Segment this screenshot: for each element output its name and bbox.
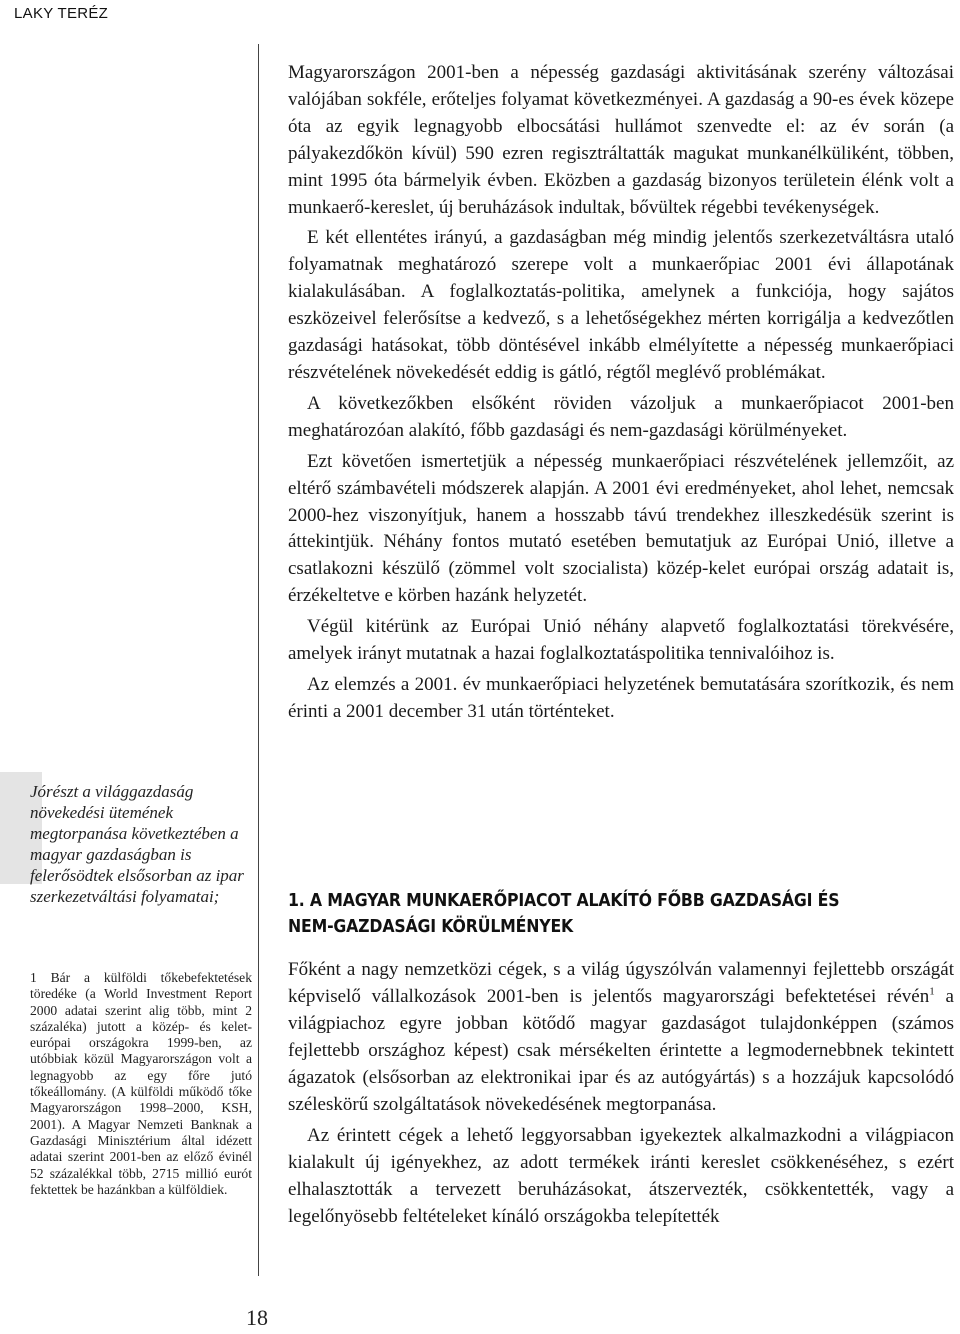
paragraph: Az érintett cégek a lehető leggyorsabban igyekeztek alkalmazkodni a világpiacon kialakult új igényekhez, az adott termékek iránti kereslet csökkenéséhez, s ezért elhalasztották a tervezett beruházásokat, átszervezték, csökkentették, vagy a legelőnyösebb feltételeket kínáló országokba telepítették — [288, 1125, 954, 1227]
paragraph: Ezt követően ismertetjük a népesség munkaerőpiaci részvételének jellemzőit, az eltérő számbavételi módszerek alapján. A 2001 évi eredményeket, ahol lehet, nemcsak 2000-hez viszonyítjuk, hanem a hosszabb távú trendekhez illeszkedésük szerint is áttekintjük. Néhány fontos mutató esetében bemutatjuk az Európai Unió, illetve a csatlakozni készülő (zömmel volt szocialista) közép-kelet európai ország adatait is, érzékeltetve e körben hazánk helyzetét. — [288, 450, 954, 607]
paragraph-text: Főként a nagy nemzetközi cégek, s a világ úgyszólván valamennyi fejlettebb országát képviselő vállalkozások 2001-ben is jelentős magyarországi befektetései révén — [288, 959, 954, 1007]
section-body — [288, 956, 954, 1234]
running-header-author: LAKY TERÉZ — [14, 5, 109, 22]
main-text-column — [288, 60, 954, 730]
section-heading: 1. A MAGYAR MUNKAERŐPIACOT ALAKÍTÓ FŐBB GAZDASÁGI ÉS NEM-GAZDASÁGI KÖRÜLMÉNYEK — [288, 891, 840, 937]
footnote: 1 Bár a külföldi tőkebefektetések töredéke (a World Investment Report 2000 adatai szerint alig több, mint 2 százaléka) jutott a közép- és kelet-európai országokra 1999-ben, az utóbbiak közül Magyarországon volt a legnagyobb az egy főre jutó tőkeállomány. (A külföldi működő tőke Magyarországon 1998–2000, KSH, 2001). A Magyar Nemzeti Banknak a Gazdasági Minisztérium által idézett adatai szerint 2001-ben az előző évinél 52 százalékkal több, 2715 millió eurót fektettek be hazánkban a külföldiek. — [30, 970, 252, 1197]
column-divider — [258, 44, 259, 1276]
paragraph: E két ellentétes irányú, a gazdaságban még mindig jelentős szerkezetváltásra utaló folyamatnak meghatározó szerepe volt a munkaerőpiac 2001 évi állapotának kialakulásában. A foglalkoztatás-politika, amelynek a funkciója, hogy sajátos eszközeivel felerősítse a kedvező, s a lehetőségekhez mérten korrigálja a kedvezőtlen gazdasági hatásokat, több döntésével inkább elmélyítette a népesség munkaerőpiaci részvételének növekedését eddig is gátló, régtől meglévő problémákat. — [288, 227, 954, 383]
paragraph: A következőkben elsőként röviden vázoljuk a munkaerőpiacot 2001-ben meghatározóan alakító, főbb gazdasági és nem-gazdasági körülményeket. — [288, 392, 954, 441]
pull-quote: Jórészt a világgazdaság növekedési ütemének megtorpanása következtében a magyar gazdaságban is felerősödtek elsősorban az ipar szerkezetváltási folyamatai; — [30, 782, 244, 906]
paragraph — [288, 956, 954, 1118]
paragraph: Az elemzés a 2001. év munkaerőpiaci helyzetének bemutatására szorítkozik, és nem érinti a 2001 december 31 után történteket. — [288, 673, 954, 722]
paragraph: Magyarországon 2001-ben a népesség gazdasági aktivitásának szerény változásai valójában sokféle, erőteljes folyamat következményei. A gazdaság a 90-es évek közepe óta az egyik legnagyobb elbocsátási hullámot szenvedte el: az év során (a pályakezdőkön kívül) 590 ezren regisztráltatták magukat munkanélküliként, többen, mint 1995 óta bármelyik évben. Eközben a gazdaság bizonyos területein élénk volt a munkaerő-kereslet, új beruházások indultak, bővültek régebbi tevékenységek. — [288, 62, 954, 218]
paragraph-text: a világpiachoz egyre jobban kötődő magyar gazdaságot tulajdonképpen (számos fejlettebb országhoz képest) csak mérsékelten érintette a legmodernebbnek tekintett ágazatok (elsősorban az elektronikai ipar és az autógyártás) s a hozzájuk kapcsolódó széleskörű szolgáltatások növekedésének megtorpanása. — [288, 986, 954, 1115]
page-number: 18 — [246, 1305, 268, 1330]
footnote-ref[interactable]: 1 — [929, 985, 935, 998]
paragraph: Végül kitérünk az Európai Unió néhány alapvető foglalkoztatási törekvésére, amelyek irányt mutatnak a hazai foglalkoztatáspolitika tennivalóihoz is. — [288, 616, 954, 665]
